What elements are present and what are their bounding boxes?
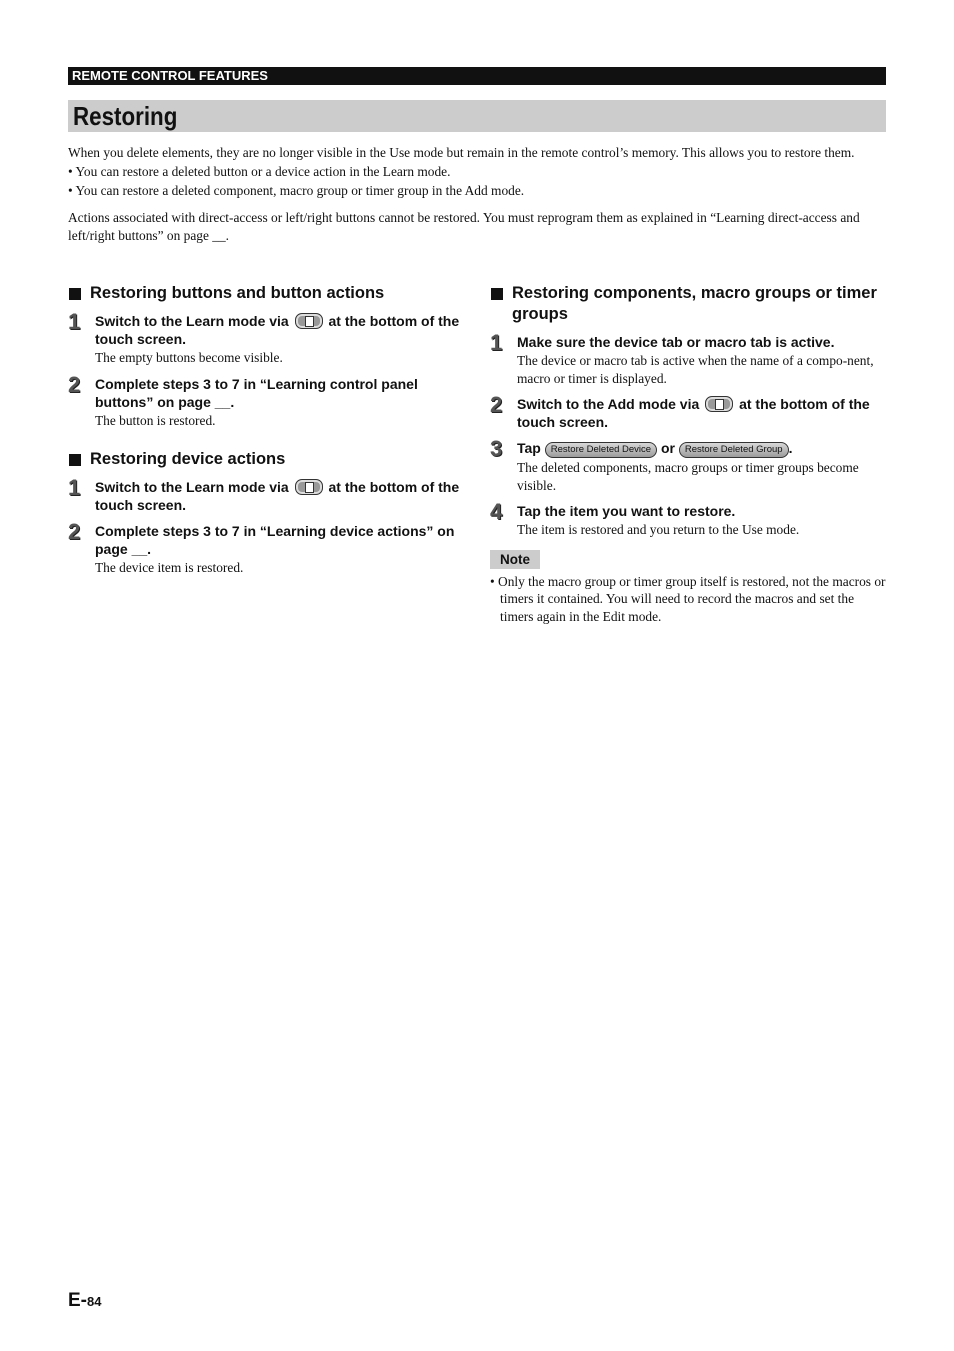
step-number: 2 (68, 371, 81, 397)
note-label: Note (490, 550, 540, 569)
section-header-bar (68, 67, 886, 85)
square-bullet-icon (69, 454, 81, 466)
step-item (68, 519, 468, 577)
step-title: Complete steps 3 to 7 in “Learning device actions” on page __. (95, 523, 455, 557)
intro-bullet-add: • You can restore a deleted component, macro group or timer group in the Add mode. (68, 183, 525, 198)
step-item (68, 371, 468, 430)
intro-bullet-learn: • You can restore a deleted button or a device action in the Learn mode. (68, 164, 451, 179)
right-column (490, 283, 890, 625)
step-number: 4 (490, 499, 503, 524)
page-number: E-84 (68, 1290, 102, 1311)
step-description: The device or macro tab is active when the name of a compo-nent, macro or timer is displayed. (517, 353, 874, 386)
step-description: The empty buttons become visible. (95, 350, 283, 365)
subsection-heading-components: Restoring components, macro groups or timer groups (490, 283, 890, 325)
square-bullet-icon (69, 288, 81, 300)
step-description: The device item is restored. (95, 560, 244, 575)
step-number: 2 (490, 392, 503, 417)
section-title: REMOTE CONTROL FEATURES (72, 68, 268, 83)
step-item (490, 392, 890, 431)
step-description: The deleted components, macro groups or timer groups become visible. (517, 460, 859, 493)
intro-paragraph: When you delete elements, they are no longer visible in the Use mode but remain in the remote control’s memory. This allows you to restore them. (68, 145, 855, 160)
step-number: 1 (68, 475, 81, 500)
step-description: The button is restored. (95, 412, 216, 428)
title-bar (68, 100, 886, 132)
step-title: Switch to the Learn mode via at the bottom of the touch screen. (95, 313, 460, 347)
restore-deleted-device-button: Restore Deleted Device (545, 442, 657, 458)
add-mode-icon (705, 396, 733, 412)
intro-text (68, 144, 888, 245)
learn-mode-icon (295, 479, 323, 495)
page-title: Restoring (73, 101, 178, 131)
step-item (490, 330, 890, 387)
left-column (68, 283, 468, 577)
step-item (68, 475, 468, 514)
step-item (490, 436, 890, 494)
step-title: Switch to the Add mode via at the bottom of the touch screen. (517, 396, 870, 430)
learn-mode-icon (295, 313, 323, 329)
square-bullet-icon (491, 288, 503, 300)
step-item (68, 309, 468, 367)
restore-deleted-group-button: Restore Deleted Group (679, 442, 789, 458)
step-title: Switch to the Learn mode via at the bottom of the touch screen. (95, 479, 460, 513)
step-title: Complete steps 3 to 7 in “Learning control panel buttons” on page __. (95, 375, 418, 410)
subsection-heading-buttons: Restoring buttons and button actions (68, 283, 468, 304)
step-number: 3 (490, 436, 503, 461)
step-number: 2 (68, 519, 81, 544)
step-title: Make sure the device tab or macro tab is active. (517, 334, 835, 350)
step-description: The item is restored and you return to the Use mode. (517, 522, 800, 537)
step-title: Tap the item you want to restore. (517, 503, 736, 519)
subsection-heading-device-actions: Restoring device actions (68, 449, 468, 470)
step-number: 1 (490, 330, 503, 355)
step-number: 1 (68, 309, 81, 334)
step-title: Tap Restore Deleted Device or Restore Deleted Group . (517, 440, 793, 456)
step-item (490, 499, 890, 539)
intro-paragraph-direct-access: Actions associated with direct-access or left/right buttons cannot be restored. You must reprogram them as explained in “Learning direct-access and left/right buttons” on page __. (68, 210, 860, 243)
note-text: • Only the macro group or timer group itself is restored, not the macros or timers it contained. You will need to record the macros and set the timers again in the Edit mode. (490, 573, 886, 624)
